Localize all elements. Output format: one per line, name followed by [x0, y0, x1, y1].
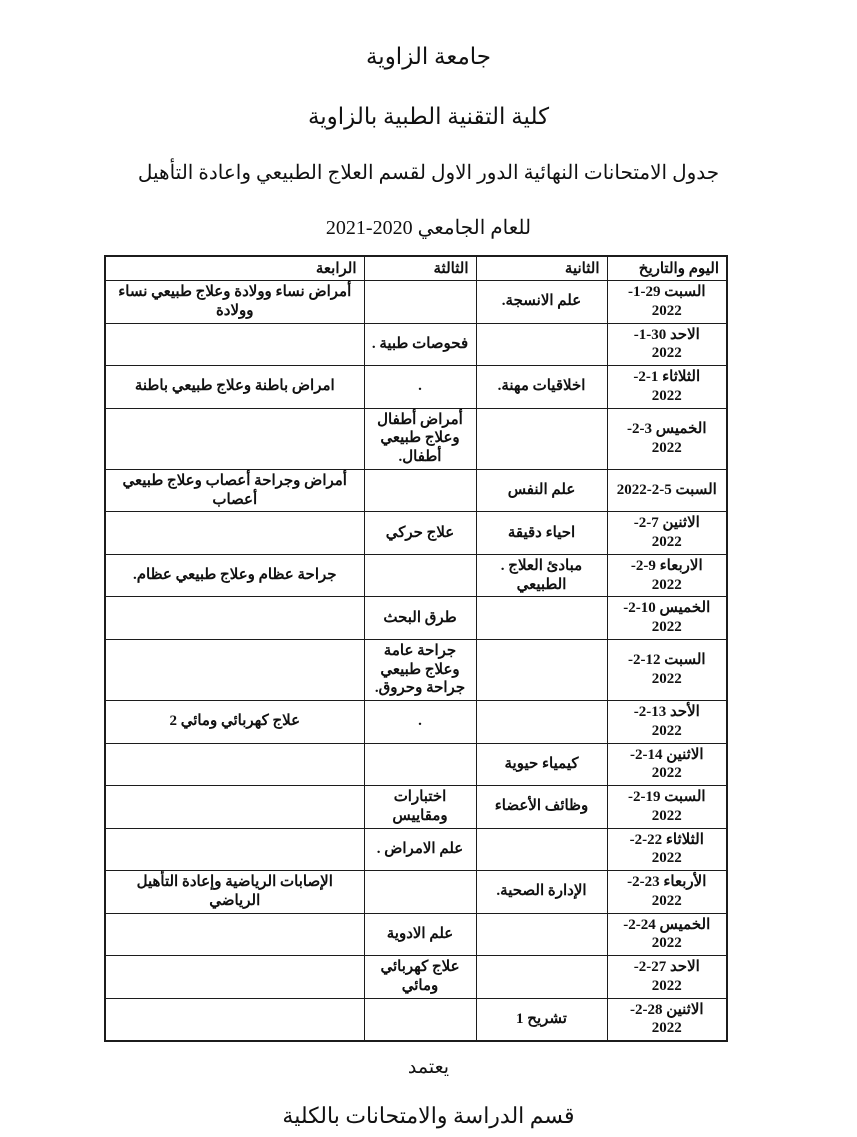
- cell-fourth: أمراض نساء وولادة وعلاج طبيعي نساء وولادة: [105, 281, 364, 324]
- cell-third: [364, 743, 476, 786]
- department-signature: قسم الدراسة والامتحانات بالكلية: [282, 1103, 575, 1128]
- cell-fourth: [105, 786, 364, 829]
- cell-fourth: [105, 512, 364, 555]
- cell-third: أمراض أطفال وعلاج طبيعي أطفال.: [364, 408, 476, 469]
- table-row: [105, 956, 727, 999]
- cell-second: علم الانسجة.: [476, 281, 607, 324]
- cell-third: [364, 998, 476, 1041]
- document-footer: [0, 1056, 857, 1129]
- cell-second: علم النفس: [476, 469, 607, 512]
- cell-fourth: [105, 913, 364, 956]
- cell-date: الاحد 30-1- 2022: [607, 323, 727, 366]
- table-row: [105, 323, 727, 366]
- cell-second: احياء دقيقة: [476, 512, 607, 555]
- cell-date: الثلاثاء 1-2- 2022: [607, 366, 727, 409]
- cell-fourth: [105, 956, 364, 999]
- cell-third: فحوصات طبية .: [364, 323, 476, 366]
- table-row: [105, 554, 727, 597]
- schedule-table-body: [105, 281, 727, 1042]
- table-row: [105, 639, 727, 700]
- cell-date: الاثنين 28-2- 2022: [607, 998, 727, 1041]
- cell-date: الاثنين 14-2- 2022: [607, 743, 727, 786]
- cell-third: علاج حركي: [364, 512, 476, 555]
- exam-schedule-table: [104, 255, 728, 1042]
- cell-second: اخلاقيات مهنة.: [476, 366, 607, 409]
- table-row: [105, 597, 727, 640]
- cell-second: [476, 913, 607, 956]
- cell-fourth: علاج كهربائي ومائي 2: [105, 701, 364, 744]
- document-header: [0, 0, 857, 240]
- cell-date: الأربعاء 23-2- 2022: [607, 871, 727, 914]
- cell-third: علاج كهربائي ومائي: [364, 956, 476, 999]
- table-row: [105, 913, 727, 956]
- cell-third: جراحة عامة وعلاج طبيعي جراحة وحروق.: [364, 639, 476, 700]
- header-row: [105, 256, 727, 281]
- table-row: [105, 786, 727, 829]
- cell-date: الأحد 13-2- 2022: [607, 701, 727, 744]
- cell-fourth: أمراض وجراحة أعصاب وعلاج طبيعي أعصاب: [105, 469, 364, 512]
- cell-date: السبت 29-1- 2022: [607, 281, 727, 324]
- cell-third: اختبارات ومقاييس: [364, 786, 476, 829]
- cell-fourth: امراض باطنة وعلاج طبيعي باطنة: [105, 366, 364, 409]
- header-day-date: اليوم والتاريخ: [607, 256, 727, 281]
- approval-label: يعتمد: [407, 1057, 450, 1078]
- cell-fourth: [105, 408, 364, 469]
- cell-fourth: [105, 828, 364, 871]
- cell-fourth: [105, 639, 364, 700]
- cell-third: علم الامراض .: [364, 828, 476, 871]
- cell-fourth: جراحة عظام وعلاج طبيعي عظام.: [105, 554, 364, 597]
- table-row: [105, 998, 727, 1041]
- title-exam-schedule: جدول الامتحانات النهائية الدور الاول لقسم العلاج الطبيعي واعادة التأهيل: [137, 162, 720, 184]
- cell-fourth: [105, 743, 364, 786]
- cell-second: الإدارة الصحية.: [476, 871, 607, 914]
- header-third-year: الثالثة: [364, 256, 476, 281]
- schedule-table-head: [105, 256, 727, 281]
- cell-second: [476, 701, 607, 744]
- cell-second: [476, 597, 607, 640]
- table-row: [105, 366, 727, 409]
- cell-third: .: [364, 366, 476, 409]
- cell-third: .: [364, 701, 476, 744]
- table-row: [105, 701, 727, 744]
- schedule-table-container: [104, 255, 857, 1042]
- cell-third: [364, 871, 476, 914]
- cell-fourth: [105, 597, 364, 640]
- cell-date: الاربعاء 9-2- 2022: [607, 554, 727, 597]
- header-fourth-year: الرابعة: [105, 256, 364, 281]
- cell-third: علم الادوية: [364, 913, 476, 956]
- cell-date: الثلاثاء 22-2- 2022: [607, 828, 727, 871]
- cell-second: [476, 956, 607, 999]
- cell-second: [476, 639, 607, 700]
- cell-second: تشريح 1: [476, 998, 607, 1041]
- table-row: [105, 512, 727, 555]
- cell-fourth: [105, 998, 364, 1041]
- cell-date: الاثنين 7-2- 2022: [607, 512, 727, 555]
- title-academic-year: للعام الجامعي 2020-2021: [325, 217, 532, 239]
- table-row: [105, 743, 727, 786]
- cell-date: الاحد 27-2- 2022: [607, 956, 727, 999]
- title-college: كلية التقنية الطبية بالزاوية: [307, 104, 550, 129]
- cell-second: وظائف الأعضاء: [476, 786, 607, 829]
- cell-date: الخميس 10-2- 2022: [607, 597, 727, 640]
- table-row: [105, 281, 727, 324]
- cell-date: السبت 12-2- 2022: [607, 639, 727, 700]
- cell-second: [476, 828, 607, 871]
- cell-third: طرق البحث: [364, 597, 476, 640]
- cell-date: الخميس 24-2- 2022: [607, 913, 727, 956]
- cell-fourth: [105, 323, 364, 366]
- cell-date: السبت 19-2- 2022: [607, 786, 727, 829]
- cell-fourth: الإصابات الرياضية وإعادة التأهيل الرياضي: [105, 871, 364, 914]
- cell-second: [476, 323, 607, 366]
- cell-date: الخميس 3-2- 2022: [607, 408, 727, 469]
- header-second-year: الثانية: [476, 256, 607, 281]
- cell-third: [364, 281, 476, 324]
- cell-second: مبادئ العلاج . الطبيعي: [476, 554, 607, 597]
- cell-third: [364, 554, 476, 597]
- cell-second: [476, 408, 607, 469]
- table-row: [105, 469, 727, 512]
- table-row: [105, 871, 727, 914]
- table-row: [105, 408, 727, 469]
- table-row: [105, 828, 727, 871]
- title-university: جامعة الزاوية: [365, 44, 492, 69]
- cell-second: كيمياء حيوية: [476, 743, 607, 786]
- cell-third: [364, 469, 476, 512]
- cell-date: السبت 5-2-2022: [607, 469, 727, 512]
